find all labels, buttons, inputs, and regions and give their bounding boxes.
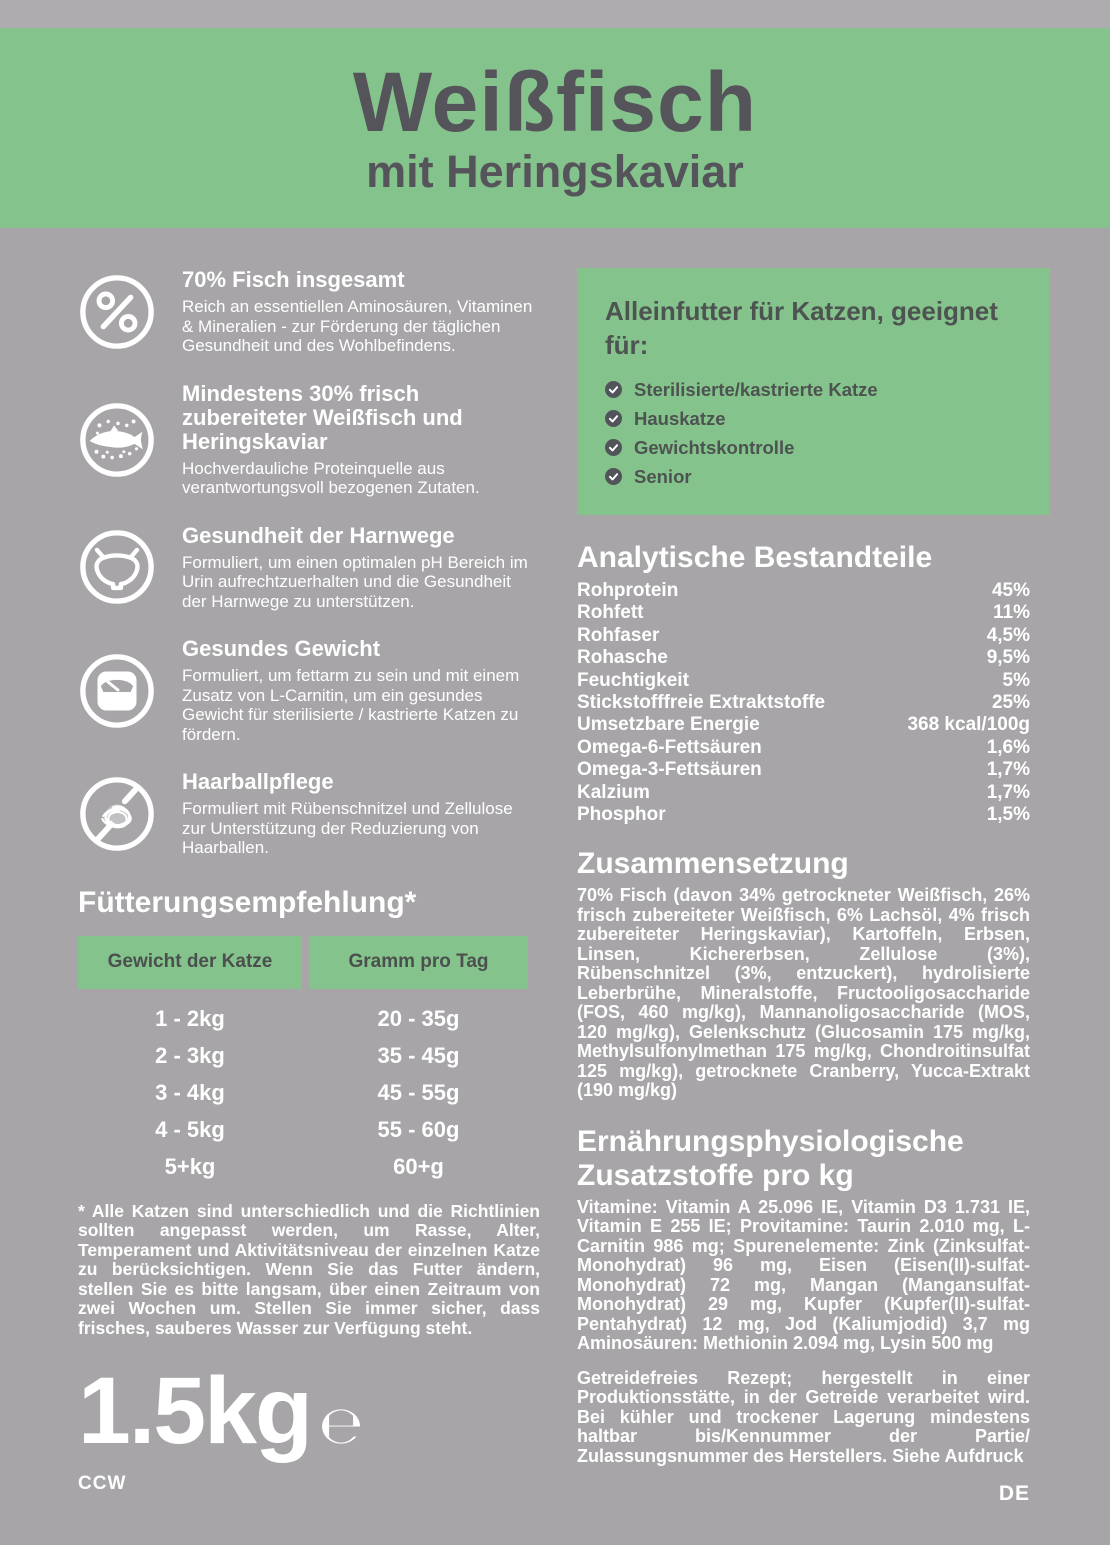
feeding-row: 3 - 4kg 45 - 55g — [155, 1080, 460, 1105]
suitability-box — [577, 268, 1050, 515]
batch-code-left: CCW — [78, 1473, 127, 1494]
feeding-row: 4 - 5kg 55 - 60g — [155, 1117, 460, 1142]
feeding-col-grams: Gramm pro Tag — [309, 936, 528, 989]
estimated-sign: ℮ — [318, 1396, 364, 1456]
additives-title: Ernährungsphysiologische Zusatzstoffe pro kg — [577, 1124, 964, 1192]
net-weight — [78, 1358, 540, 1464]
suitability-title: Alleinfutter für Katzen, geeignet für: — [605, 296, 998, 360]
feature-fresh-fish — [78, 382, 540, 498]
suitability-label: Gewichtskontrolle — [634, 436, 795, 458]
top-strip — [0, 0, 1110, 28]
analysis-row — [577, 580, 1030, 602]
analysis-row — [577, 759, 1030, 781]
analysis-value: 368 kcal/100g — [907, 714, 1030, 736]
suitability-label: Senior — [634, 465, 692, 487]
analysis-table — [577, 580, 1030, 826]
composition-body: 70% Fisch (davon 34% getrockneter Weißfisch, 26% frisch zubereiteter Weißfisch, 6% Lachsöl, 4% frisch zubereiteter Heringskaviar), Kartoffeln, Erbsen, Linsen, Kichererbsen, Zellulose (3%), Rübenschnitzel (3%, entzuckert), hydrolisierte Leberbrühe, Mineralstoffe, Fructooligosaccharide (FOS, 460 mg/kg), Mannanoligosaccharide (MOS, 120 mg/kg), Gelenkschutz (Glucosamin 175 mg/kg, Methylsulfonylmethan 175 mg/kg, Chondroitinsulfat 125 mg/kg), getrocknete Cranberry, Yucca-Extrakt (190 mg/kg) — [577, 885, 1030, 1101]
suitability-label: Hauskatze — [634, 407, 726, 429]
product-subtitle: mit Heringskaviar — [366, 146, 744, 197]
analysis-row — [577, 737, 1030, 759]
analysis-value: 1,7% — [986, 781, 1030, 803]
analysis-label: Omega-6-Fettsäuren — [577, 736, 762, 758]
feature-title: Gesundheit der Harnwege — [182, 522, 455, 548]
composition-title: Zusammensetzung — [577, 847, 849, 881]
feeding-recommendation-title: Fütterungsempfehlung* — [78, 885, 417, 919]
net-weight-value: 1.5kg — [78, 1358, 311, 1464]
product-title: Weißfisch — [352, 55, 758, 149]
analysis-row — [577, 602, 1030, 624]
additives-body: Vitamine: Vitamin A 25.096 IE, Vitamin D3 1.731 IE, Vitamin E 255 IE; Provitamine: Taurin 2.010 mg, L-Carnitin 986 mg; Spurenelemente: Zink (Zinksulfat-Monohydrat) 96 mg, Eisen (Eisen(II)-sulfat-Monohydrat) 72 mg, Mangan (Mangansulfat-Monohydrat) 29 mg, Kupfer (Kupfer(II)-sulfat-Pentahydrat) 12 mg, Jod (Kaliumjodid) 3,7 mg Aminosäuren: Methionin 2.094 mg, Lysin 500 mg — [577, 1196, 1030, 1354]
analysis-label: Umsetzbare Energie — [577, 714, 760, 736]
analysis-row — [577, 714, 1030, 736]
analysis-title: Analytische Bestandteile — [577, 541, 933, 574]
feature-title: 70% Fisch insgesamt — [182, 267, 405, 292]
analysis-value: 5% — [1002, 669, 1030, 691]
language-code: DE — [998, 1482, 1030, 1506]
analysis-row — [577, 692, 1030, 714]
analysis-value: 25% — [991, 692, 1030, 714]
analysis-label: Stickstofffreie Extraktstoffe — [577, 692, 826, 714]
feeding-row: 5+kg 60+g — [164, 1154, 444, 1179]
check-circle-icon — [605, 468, 622, 485]
analysis-value: 1,5% — [986, 804, 1030, 826]
feature-body: Formuliert, um fettarm zu sein und mit einem Zusatz von L-Carnitin, um ein gesundes Gewicht für sterilisierte / kastrierte Katzen zu fördern. — [182, 666, 520, 744]
analysis-label: Feuchtigkeit — [577, 669, 689, 691]
feature-urinary-health — [78, 524, 540, 612]
no-hairball-icon — [78, 775, 156, 853]
analysis-label: Rohprotein — [577, 580, 679, 601]
suitability-item — [605, 375, 1022, 404]
analysis-value: 11% — [993, 602, 1030, 624]
analysis-row — [577, 804, 1030, 826]
feature-title: Haarballpflege — [182, 769, 334, 794]
feeding-row: 1 - 2kg 20 - 35g — [155, 1006, 460, 1031]
check-circle-icon — [605, 381, 622, 398]
feature-body: Hochverdauliche Proteinquelle aus verantwortungsvoll bezogenen Zutaten. — [182, 458, 480, 497]
feature-title: Mindestens 30% frisch zubereiteter Weißfisch und Heringskaviar — [182, 380, 463, 454]
analysis-row — [577, 782, 1030, 804]
analysis-label: Kalzium — [577, 781, 650, 803]
suitability-label: Sterilisierte/kastrierte Katze — [634, 378, 878, 400]
analysis-row — [577, 647, 1030, 669]
feature-body: Formuliert, um einen optimalen pH Bereich im Urin aufrechtzuerhalten und die Gesundheit der Harnwege zu unterstützen. — [182, 552, 528, 611]
feeding-col-weight: Gewicht der Katze — [78, 936, 302, 989]
analysis-value: 9,5% — [986, 647, 1030, 669]
suitability-item — [605, 404, 1022, 433]
feature-body: Reich an essentiellen Aminosäuren, Vitaminen & Mineralien - zur Förderung der täglichen Gesundheit und des Wohlbefindens. — [182, 297, 533, 355]
feature-total-fish — [78, 268, 540, 356]
feature-body: Formuliert mit Rübenschnitzel und Zellulose zur Unterstützung der Reduzierung von Haarballen. — [182, 799, 513, 857]
suitability-item — [605, 433, 1022, 462]
check-circle-icon — [605, 439, 622, 456]
analysis-label: Rohasche — [577, 647, 668, 669]
analysis-label: Omega-3-Fettsäuren — [577, 759, 762, 781]
analysis-value: 45% — [991, 580, 1030, 601]
analysis-label: Phosphor — [577, 804, 666, 826]
suitability-item — [605, 462, 1022, 491]
percent-icon — [78, 273, 156, 351]
feature-hairball-care — [78, 770, 540, 858]
analysis-label: Rohfaser — [577, 624, 660, 646]
feeding-table — [78, 936, 528, 1186]
feeding-row: 2 - 3kg 35 - 45g — [155, 1043, 460, 1068]
header-banner — [0, 28, 1110, 228]
feature-title: Gesundes Gewicht — [182, 636, 381, 661]
check-circle-icon — [605, 410, 622, 427]
feature-healthy-weight — [78, 637, 540, 744]
fish-caviar-icon — [78, 401, 156, 479]
bladder-icon — [78, 528, 156, 606]
analysis-label: Rohfett — [577, 602, 644, 624]
scale-icon — [78, 652, 156, 730]
analysis-row — [577, 670, 1030, 692]
analysis-row — [577, 625, 1030, 647]
analysis-value: 4,5% — [986, 624, 1030, 646]
analysis-value: 1,7% — [986, 759, 1030, 781]
feeding-footnote: * Alle Katzen sind unterschiedlich und die Richtlinien sollten angepasst werden, um Rasse, Alter, Temperament und Aktivitätsniveau der einzelnen Katze zu berücksichtigen. Wenn Sie das Futter ändern, stellen Sie es bitte langsam, über einen Zeitraum von zwei Wochen um. Stellen Sie immer sicher, dass frisches, sauberes Wasser zur Verfügung steht. — [78, 1200, 540, 1338]
left-column — [78, 268, 540, 1495]
feeding-table-header — [78, 936, 528, 989]
storage-note: Getreidefreies Rezept; hergestellt in einer Produktionsstätte, in der Getreide verarbeitet wird. Bei kühler und trockener Lagerung mindestens haltbar bis/Kennummer der Partie/ Zulassungsnummer des Herstellers. Siehe Aufdruck — [577, 1367, 1030, 1466]
right-column — [577, 268, 1050, 1506]
analysis-value: 1,6% — [986, 736, 1030, 758]
